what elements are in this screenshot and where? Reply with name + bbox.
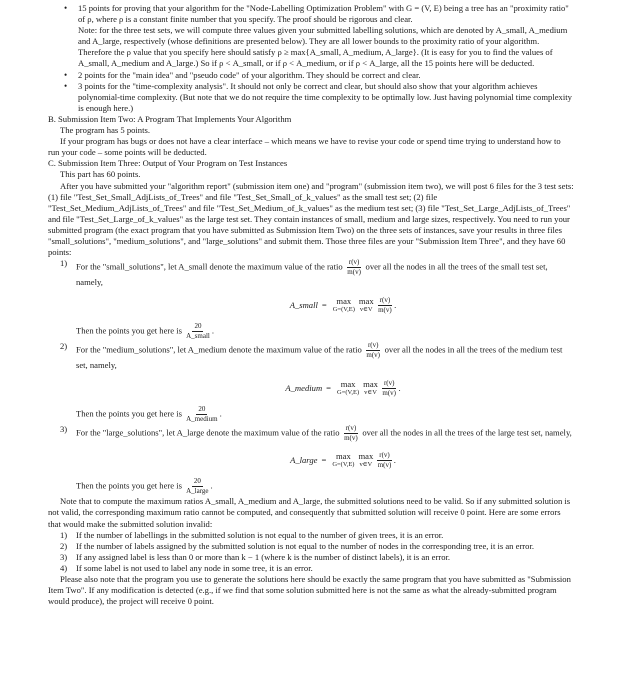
section-c-heading: C. Submission Item Three: Output of Your Program on Test Instances bbox=[48, 158, 288, 169]
points-medium: Then the points you get here is $\frac{20}{\text{A\_medium}}$ . bbox=[76, 405, 222, 424]
section-b-line2: If your program has bugs or does not have a clear interface – which means we have to revise your code or spend time trying to understand how to run your code – some points will be deducted. bbox=[48, 136, 561, 158]
bullet-proof bbox=[0, 3, 626, 25]
points-small: Then the points you get here is $\frac{20}{\text{A\_small}}$ . bbox=[76, 322, 215, 341]
section-c-paragraph: After you have submitted your "algorithm report" (submission item one) and "program" (submission item two), we will post 6 files for the 3 test sets: (1) file "Test_Set_Small_AdjLists_of_Trees" and file "Test_Set_Small_of_k_values" as the small test set; (2) file "Test_Set_Medium_AdjLists_of_Trees" and file "Test_Set_Medium_of_k_values" as the medium test set; (3) file "Test_Set_Large_AdjLists_of_Trees" and file "Test_Set_Large_of_k_values" as the large test set. They contain instances of small, medium and large sizes, respectively. You need to run your submitted program (the exact program that you have submitted as Submission Item Two) on the three sets of instances, save your results in three files "small_solutions", "medium_solutions", and "large_solutions" and submit them. Those three files are your "Submission Item Three", and they have 60 points: bbox=[48, 180, 574, 258]
bullet-text: 2 points for the "main idea" and "pseudo code" of your algorithm. They should be correct and clear. bbox=[78, 69, 421, 80]
error-1: 1) If the number of labellings in the submitted solution is not equal to the number of given trees, it is an error. bbox=[60, 529, 444, 540]
error-2: 2) If the number of labels assigned by the submitted solution is not equal to the number of nodes in the corresponding tree, it is an error. bbox=[60, 540, 534, 551]
bullet-main-idea bbox=[0, 70, 626, 81]
ratio-fraction: $\frac{r(v)}{m(v)}$ bbox=[347, 258, 361, 277]
note-text: Note: for the three test sets, we will compute three values given your submitted labelling solutions, which are denoted by A_small, A_medium and A_large, respectively (whose definitions are presented below). They are all lower bounds to the proximity ratio of your algorithm. Therefore the ρ value that you specify here should satisfy ρ ≥ max{A_small, A_medium, A_large}. (It is easy for you to find the values of A_small, A_medium and A_large.) So if ρ < A_small, or if ρ < A_medium, or if ρ < A_large, all the 15 points here will be deducted. bbox=[78, 25, 568, 69]
bullet-text: 3 points for the "time-complexity analysis". It should not only be correct and clear, but should also show that your algorithm achieves polynomial-time complexity. (But note that we do not require the time complexity to be optimally low. Just having polynomial time complexity is enough here.) bbox=[78, 80, 572, 113]
item-large: 3) For the "large_solutions", let A_large denote the maximum value of the ratio $\frac{r(v)}{m(v)}$ over all the nodes in all the trees of the large test set, namely, bbox=[60, 424, 572, 443]
item-medium: 2) For the "medium_solutions", let A_medium denote the maximum value of the ratio $\frac{r(v)}{m(v)}$ over all the nodes in all the trees of the medium test set, namely, bbox=[60, 341, 563, 371]
bullet-text: 15 points for proving that your algorithm for the "Node-Labelling Optimization Problem" with G = (V, E) being a tree has an "proximity ratio" of ρ, where ρ is a constant finite number that you specify. The proof should be rigorous and clear. bbox=[78, 3, 569, 25]
final-note: Please also note that the program you use to generate the solutions here should be exactly the same program that you have submitted as "Submission Item Two". If any modification is detected (e.g., if we find that some solution submitted here is not the same as what the already-submitted program would produce), the project will receive 0 point. bbox=[48, 574, 571, 607]
formula-medium: A_medium = max G=(V,E) max v∈V $\frac{r(v)}{m(v)}$ . bbox=[285, 378, 401, 397]
validity-note: Note that to compute the maximum ratios A_small, A_medium and A_large, the submitted solutions need to be valid. So if any submitted solution is not valid, the corresponding maximum ratio cannot be computed, and consequently that submitted solution will receive 0 point. Here are some errors that would make the submitted solution invalid: bbox=[48, 496, 571, 529]
bullet-dot: • bbox=[64, 69, 68, 80]
item-small: 1) For the "small_solutions", let A_small denote the maximum value of the ratio $\frac{r(v)}{m(v)}$ over all the nodes in all the trees of the small test set, namely, bbox=[60, 258, 548, 288]
section-b-heading: B. Submission Item Two: A Program That Implements Your Algorithm bbox=[48, 113, 292, 124]
section-c-line1: This part has 60 points. bbox=[60, 169, 141, 180]
bullet-time-complexity bbox=[0, 81, 626, 114]
formula-small: A_small = max G=(V,E) max v∈V $\frac{r(v)}{m(v)}$ . bbox=[289, 295, 397, 314]
points-large: Then the points you get here is $\frac{20}{\text{A\_large}}$ . bbox=[76, 477, 213, 496]
error-4: 4) If some label is not used to label any node in some tree, it is an error. bbox=[60, 562, 313, 573]
formula-large: A_large = max G=(V,E) max v∈V $\frac{r(v)}{m(v)}$ . bbox=[290, 450, 396, 469]
bullet-dot: • bbox=[64, 3, 68, 13]
section-b-line1: The program has 5 points. bbox=[60, 125, 150, 136]
error-3: 3) If any assigned label is less than 0 or more than k − 1 (where k is the number of distinct labels), it is an error. bbox=[60, 551, 451, 562]
bullet-dot: • bbox=[64, 80, 68, 91]
